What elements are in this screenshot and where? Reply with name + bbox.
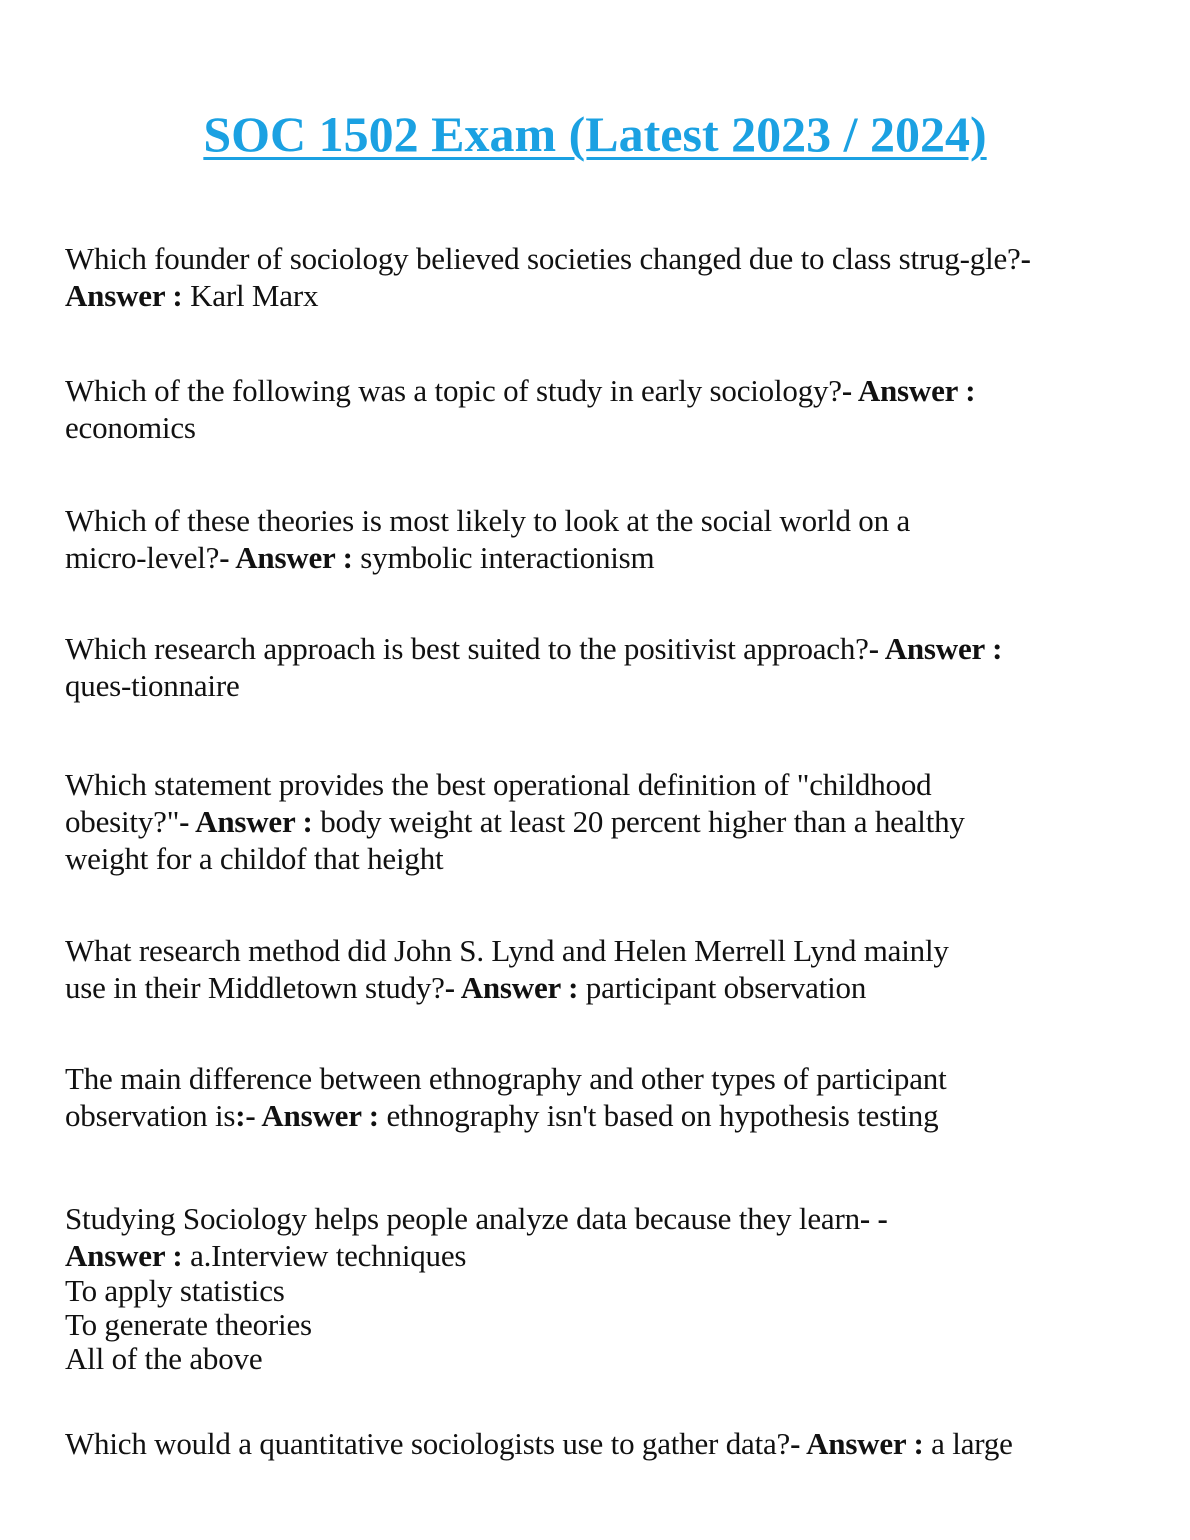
answer-label: Answer : — [261, 1098, 379, 1133]
answer-option: To apply statistics — [65, 1273, 285, 1308]
qa-item-9 — [65, 1425, 1145, 1462]
answer-label: Answer : — [65, 1238, 183, 1273]
qa-item-6 — [65, 932, 1145, 1006]
answer-separator: - — [179, 804, 196, 839]
answer-label: Answer : — [460, 970, 579, 1005]
answer-label: Answer : — [806, 1426, 924, 1461]
question-text-cont: micro-level? — [65, 540, 220, 575]
question-text: Which of the following was a topic of study in early sociology? — [65, 373, 842, 408]
answer-label: Answer : — [235, 540, 353, 575]
answer-separator: - — [790, 1426, 807, 1461]
answer-label: Answer : — [884, 631, 1003, 666]
answer-option: a.Interview techniques — [190, 1238, 467, 1273]
answer-text: Karl Marx — [190, 278, 319, 313]
qa-item-2 — [65, 372, 1145, 446]
question-text: Which statement provides the best operational definition of "childhood — [65, 767, 932, 802]
answer-text: body weight at least 20 percent higher than a healthy — [320, 804, 965, 839]
qa-item-7 — [65, 1060, 1145, 1134]
answer-option: To generate theories — [65, 1307, 312, 1342]
answer-option: All of the above — [65, 1341, 263, 1376]
question-text-cont: observation is — [65, 1098, 236, 1133]
answer-label: Answer : — [65, 278, 183, 313]
answer-separator: - — [219, 540, 236, 575]
page-title: SOC 1502 Exam (Latest 2023 / 2024) — [203, 106, 987, 162]
question-text: Which research approach is best suited to the positivist approach? — [65, 631, 869, 666]
question-text: Which founder of sociology believed societies changed due to class strug-gle? — [65, 241, 1021, 276]
answer-text: ethnography isn't based on hypothesis testing — [386, 1098, 939, 1133]
answer-text-cont: weight for a childof that height — [65, 841, 444, 876]
question-text: Which would a quantitative sociologists use to gather data? — [65, 1426, 791, 1461]
question-text: What research method did John S. Lynd and Helen Merrell Lynd mainly — [65, 933, 949, 968]
question-text: Which of these theories is most likely to look at the social world on a — [65, 503, 911, 538]
answer-text: a large — [931, 1426, 1013, 1461]
question-text: Studying Sociology helps people analyze data because they learn — [65, 1201, 860, 1236]
question-text: The main difference between ethnography and other types of participant — [65, 1061, 947, 1096]
answer-separator: :- — [235, 1098, 262, 1133]
qa-item-8 — [65, 1200, 1145, 1376]
qa-item-1 — [65, 240, 1145, 314]
qa-item-4 — [65, 630, 1145, 704]
answer-label: Answer : — [857, 373, 976, 408]
answer-separator: - — [1020, 241, 1031, 276]
answer-text: symbolic interactionism — [360, 540, 655, 575]
answer-text: economics — [65, 410, 196, 445]
question-text-cont: obesity?" — [65, 804, 180, 839]
answer-separator: - — [868, 631, 885, 666]
qa-item-3 — [65, 502, 1145, 576]
answer-separator: - — [841, 373, 858, 408]
qa-item-5 — [65, 766, 1145, 877]
answer-separator: - — [444, 970, 461, 1005]
answer-separator: - - — [859, 1201, 888, 1236]
answer-label: Answer : — [195, 804, 313, 839]
answer-text: ques-tionnaire — [65, 668, 240, 703]
answer-text: participant observation — [585, 970, 867, 1005]
question-text-cont: use in their Middletown study? — [65, 970, 445, 1005]
